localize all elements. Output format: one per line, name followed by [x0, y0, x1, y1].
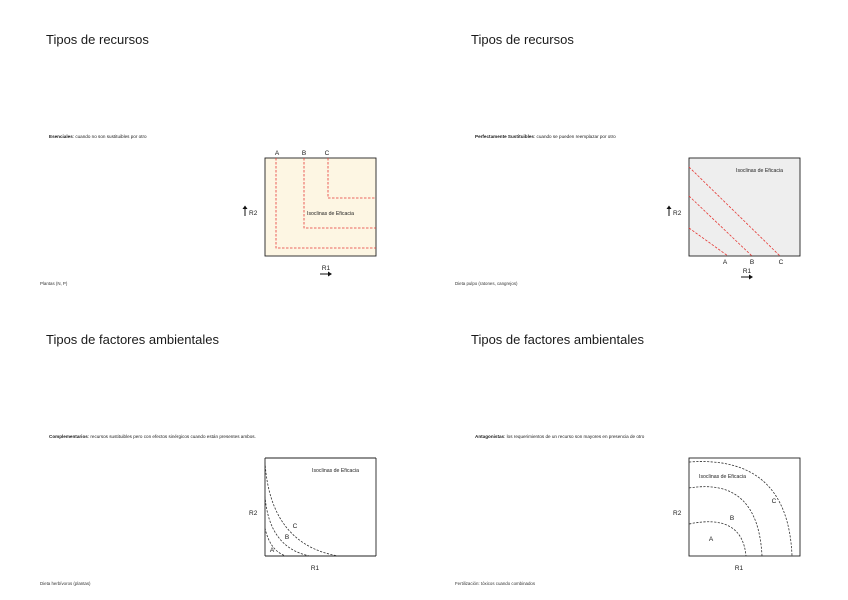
slide-sustituibles: [424, 0, 848, 300]
antagonistic-factors-diagram: [424, 300, 848, 600]
complementary-factors-diagram: [0, 300, 424, 600]
plot-frame: [689, 458, 800, 556]
slide-title: Tipos de factores ambientales: [46, 332, 219, 347]
curve-label-c: C: [778, 259, 784, 266]
curve-label-c: C: [771, 498, 777, 505]
slide-title: Tipos de recursos: [46, 32, 149, 47]
curve-label-a: A: [274, 150, 280, 157]
slide-esenciales: [0, 0, 424, 300]
curve-label-b: B: [749, 259, 755, 266]
description-text: : recursos sustituibles pero con efectos sinérgicos cuando están presentes ambos.: [87, 434, 256, 439]
curve-label-c: C: [292, 523, 298, 530]
curve-label-a: A: [708, 536, 714, 543]
curve-label-a: A: [269, 547, 275, 554]
isocline-a: [689, 522, 746, 556]
curve-label-c: C: [324, 150, 330, 157]
isocline-c: [265, 462, 338, 556]
description-text: : cuando no son sustituibles por otro: [72, 134, 147, 139]
r2-axis-label: R2: [673, 210, 682, 217]
description-term: Antagonistas: [475, 434, 505, 439]
isocline-b: [689, 487, 762, 556]
r2-axis-label: R2: [249, 510, 258, 517]
r1-arrowhead-icon: [749, 275, 753, 280]
r1-axis-label: R1: [742, 268, 752, 275]
slide-title: Tipos de factores ambientales: [471, 332, 644, 347]
curve-label-b: B: [301, 150, 307, 157]
isoclines-label: Isoclinas de Eficacia: [699, 474, 746, 480]
slide-antagonistas: [424, 300, 848, 600]
r2-arrowhead-icon: [667, 206, 672, 210]
isoclines-label: Isoclinas de Eficacia: [312, 468, 359, 474]
slide-footer: Fertilización: tóxicos cuando combinados: [455, 581, 536, 586]
slide-complementarios: [0, 300, 424, 600]
essential-resources-diagram: [0, 0, 424, 300]
slide-footer: Plantas (N, P): [40, 281, 68, 286]
substitutable-resources-diagram: [424, 0, 848, 300]
description-text: : cuando se pueden reemplazar por otro: [533, 134, 616, 139]
r2-axis-label: R2: [249, 210, 258, 217]
plot-frame: [265, 158, 376, 256]
description-term: Complementarios: [49, 434, 88, 439]
r1-arrowhead-icon: [328, 272, 332, 277]
slide-title: Tipos de recursos: [471, 32, 574, 47]
r2-axis-label: R2: [673, 510, 682, 517]
description-text: : los requerimientos de un recurso son mayores en presencia de otro: [504, 434, 645, 439]
description-term: Esenciales: [49, 134, 73, 139]
slide-footer: Dieta pulpo (ratones, cangrejos): [455, 281, 518, 286]
r1-axis-label: R1: [321, 265, 331, 272]
isoclines-label: Isoclinas de Eficacia: [307, 211, 354, 217]
r1-axis-label: R1: [734, 565, 744, 572]
r2-arrowhead-icon: [243, 206, 248, 210]
curve-label-b: B: [284, 534, 290, 541]
curve-label-a: A: [722, 259, 728, 266]
curve-label-b: B: [729, 515, 735, 522]
isoclines-label: Isoclinas de Eficacia: [736, 168, 783, 174]
r1-axis-label: R1: [310, 565, 320, 572]
description-term: Perfectamente Sustituibles: [475, 134, 534, 139]
slide-footer: Dieta herbívoros (plantas): [40, 581, 91, 586]
